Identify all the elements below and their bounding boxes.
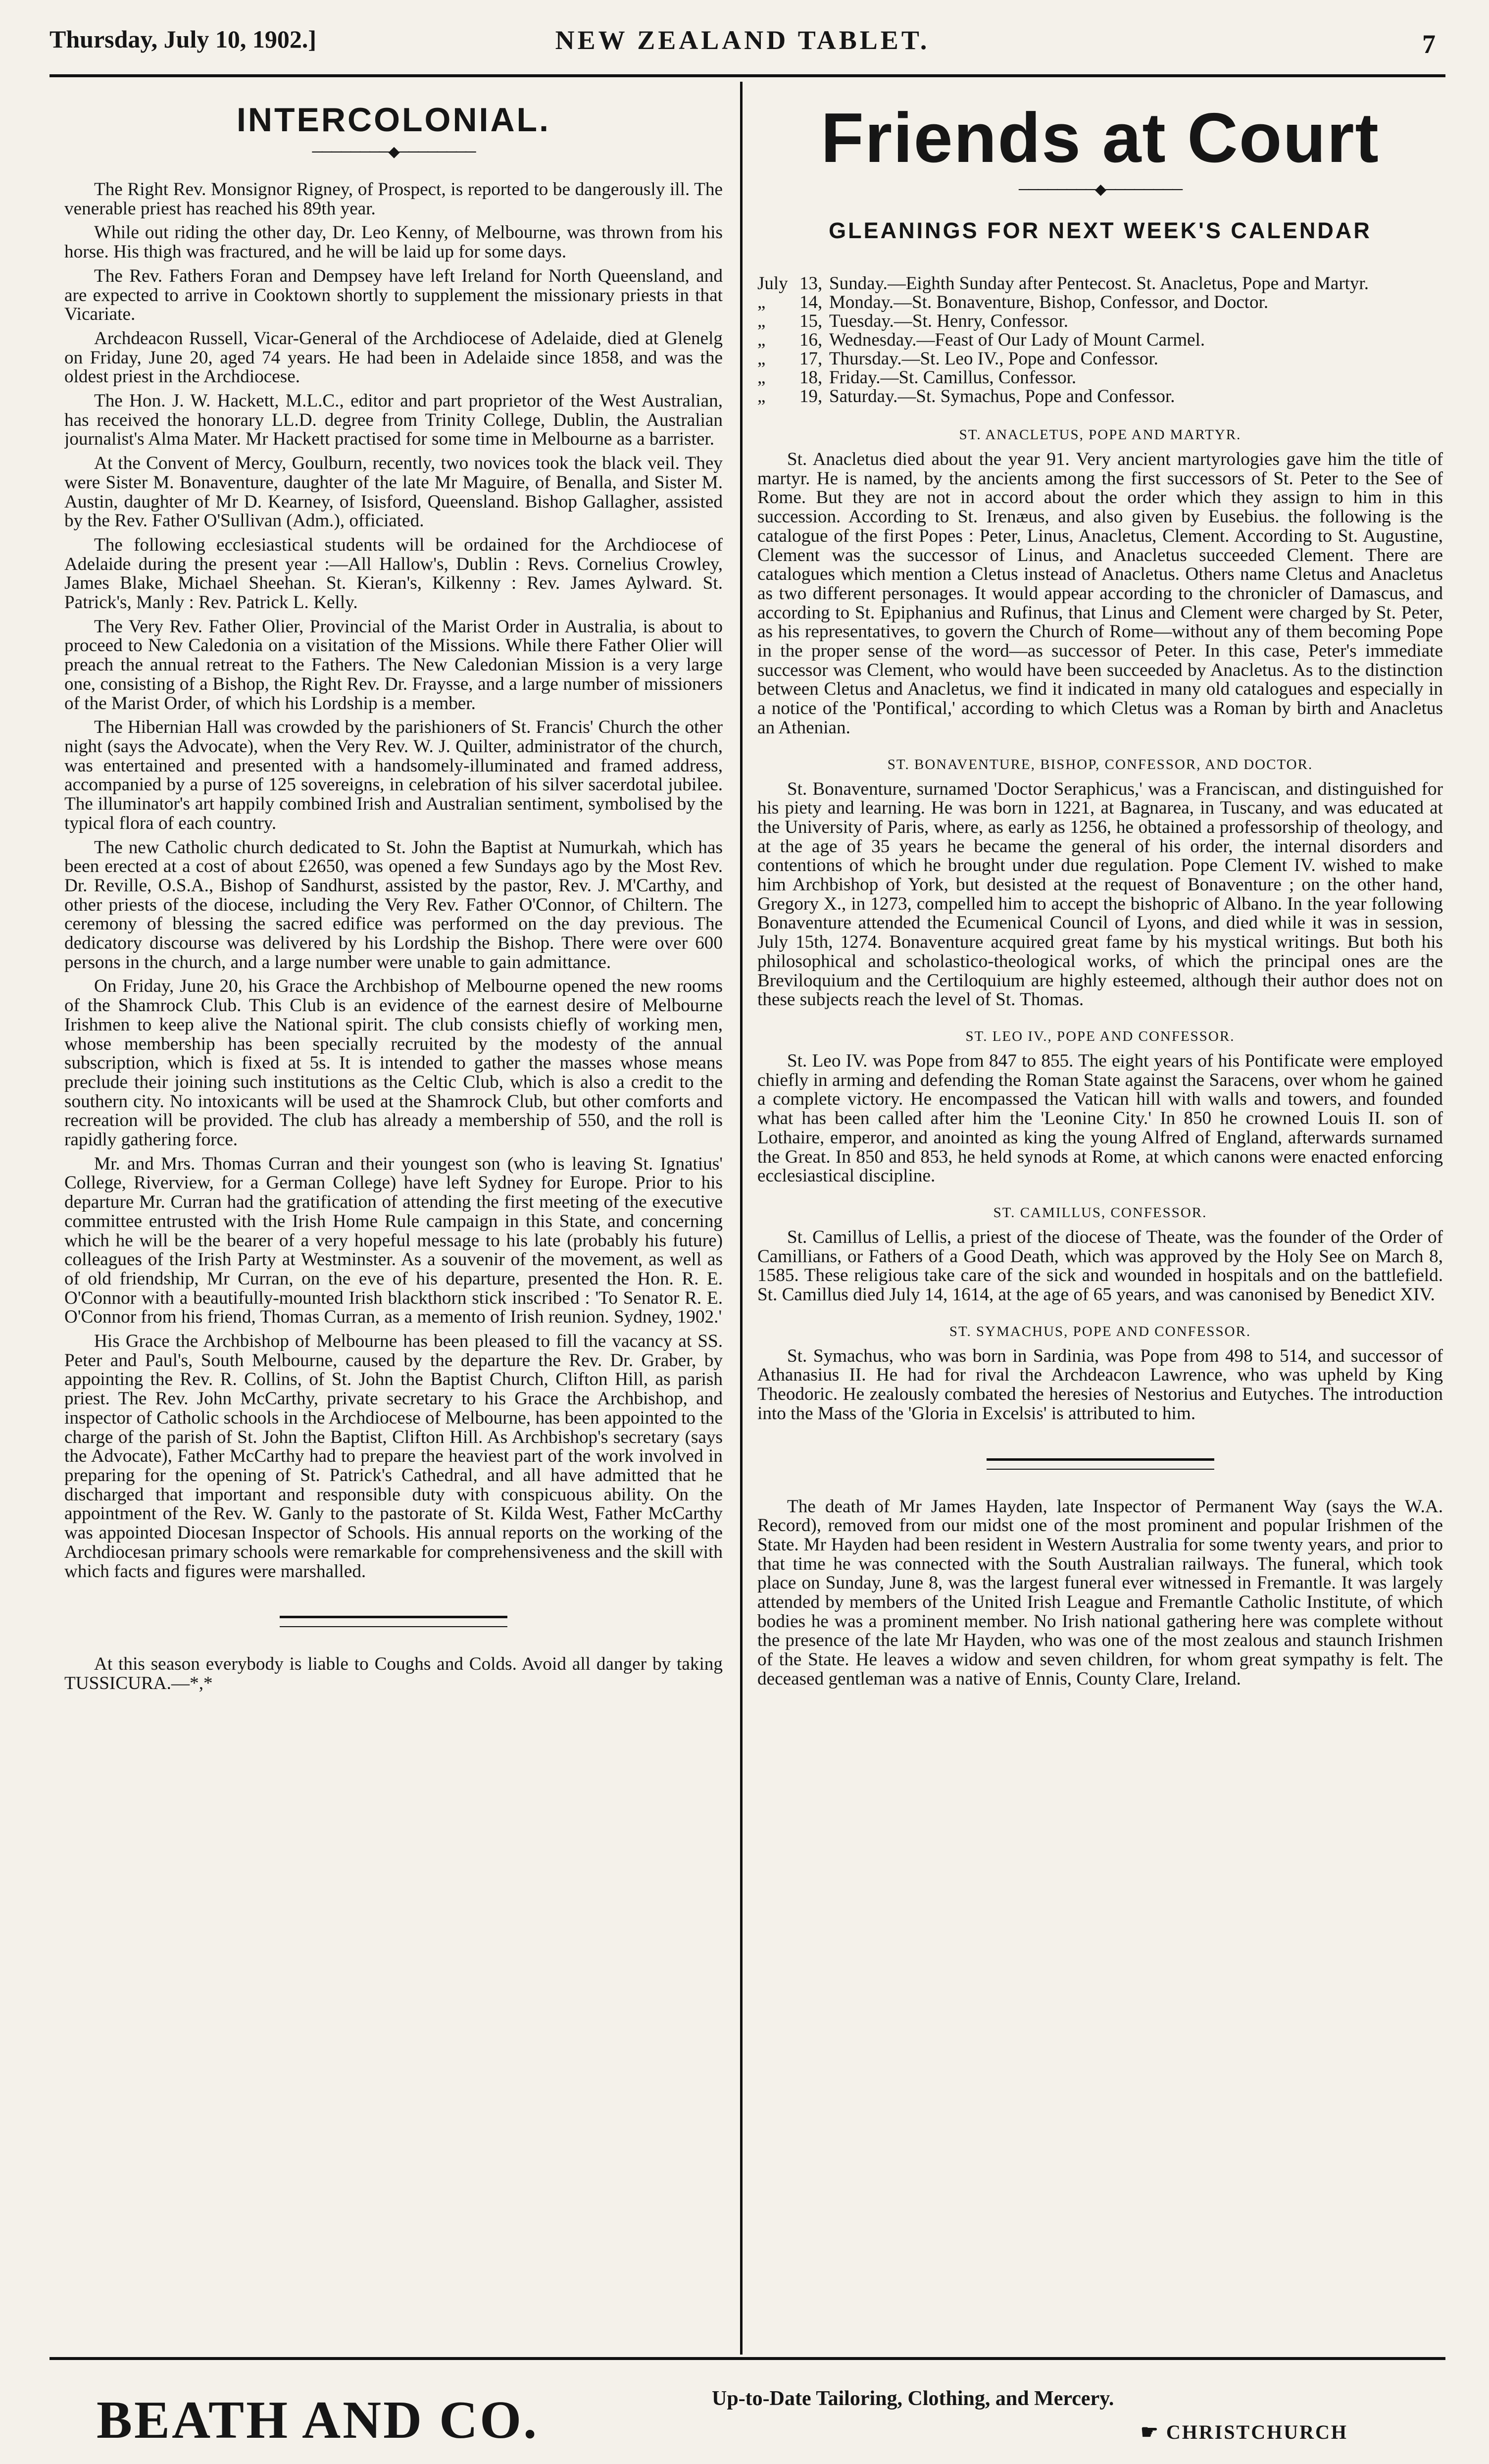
news-item-russell: Archdeacon Russell, Vicar-General of the Archdiocese of Adelaide, died at Glenelg on Friday, June 20, aged 74 years. He had been in Adelaide since 1858, and was the oldest priest in the Archdiocese.: [64, 328, 723, 387]
calendar-day: 15,: [799, 311, 823, 331]
news-item-melbourne-appointments: His Grace the Archbishop of Melbourne has been pleased to fill the vacancy at SS. Peter and Paul's, South Melbourne, caused by the departure the Rev. Dr. Graber, by appointing the Rev. R. Collins, of St. John the Baptist Church, Clifton Hill, as parish priest. The Rev. John McCarthy, private secretary to his Grace the Archbishop, and inspector of Catholic schools in the Archdiocese of Melbourne, has been appointed to the charge of the parish of St. John the Baptist, Clifton Hill. As Archbishop's secretary (says the Advocate), Father McCarthy had to prepare the heaviest part of the work involved in preparing for the opening of St. Patrick's Cathedral, and all have admitted that he discharged that important and responsible duty with conspicuous ability. On the appointment of the Rev. W. Ganly to the pastorate of St. Kilda West, Father McCarthy was appointed Diocesan Inspector of Schools. His annual reports on the working of the Archdiocesan primary schools were remarkable for comprehensiveness and the skill with which facts and figures were marshalled.: [64, 1331, 723, 1582]
entry-heading-symachus: ST. SYMACHUS, POPE AND CONFESSOR.: [949, 1323, 1251, 1339]
footer-rule: [50, 2357, 1445, 2360]
column-divider: [740, 82, 743, 2355]
calendar-list: [757, 274, 1443, 406]
friends-at-court-title: Friends at Court: [821, 99, 1380, 177]
calendar-day: 18,: [799, 367, 823, 388]
entry-body-camillus: St. Camillus of Lellis, a priest of the diocese of Theate, was the founder of the Order of Camillians, or Fathers of a Good Death, which was approved by the Holy See on March 8, 1585. These religious take care of the sick and wounded in hospitals and on the battlefield. St. Camillus died July 14, 1614, at the age of 65 years, and was canonised by Benedict XIV.: [757, 1227, 1443, 1305]
advert-tagline: Up-to-Date Tailoring, Clothing, and Mercery.: [712, 2387, 1114, 2410]
calendar-text: Sunday.—Eighth Sunday after Pentecost. St. Anacletus, Pope and Martyr.: [829, 273, 1369, 294]
calendar-day: 14,: [799, 292, 823, 312]
news-item-foran-dempsey: The Rev. Fathers Foran and Dempsey have left Ireland for North Queensland, and are expected to arrive in Cooktown shortly to supplement the missionary priests in that Vicariate.: [64, 265, 723, 325]
entry-heading-bonaventure: ST. BONAVENTURE, BISHOP, CONFESSOR, AND DOCTOR.: [887, 756, 1313, 772]
hayden-obituary: The death of Mr James Hayden, late Inspector of Permanent Way (says the W.A. Record), removed from our midst one of the most prominent and popular Irishmen of the State. Mr Hayden had been resident in Western Australia for some twenty years, and prior to that time he was connected with the South Australian railways. The funeral, which took place on Sunday, June 8, was the largest funeral ever witnessed in Fremantle. It was largely attended by members of the United Irish League and Fremantle Catholic Institute, of which bodies he was a prominent member. No Irish national gathering here was complete without the presence of the late Mr Hayden, who was one of the most zealous and staunch Irishmen of the State. He leaves a widow and seven children, for whom great sympathy is felt. The deceased gentleman was a native of Ennis, County Clare, Ireland.: [757, 1496, 1443, 1689]
calendar-text: Saturday.—St. Symachus, Pope and Confessor.: [829, 386, 1175, 407]
news-item-rigney: The Right Rev. Monsignor Rigney, of Prospect, is reported to be dangerously ill. The venerable priest has reached his 89th year.: [64, 179, 723, 219]
calendar-subtitle: GLEANINGS FOR NEXT WEEK'S CALENDAR: [829, 218, 1372, 243]
entry-heading-leo: ST. LEO IV., POPE AND CONFESSOR.: [965, 1028, 1235, 1044]
calendar-month: July: [757, 273, 788, 294]
tussicura-advert: At this season everybody is liable to Coughs and Colds. Avoid all danger by taking TUSSICURA.—*,*: [64, 1654, 723, 1694]
advert-bar: [50, 2372, 1445, 2451]
news-item-numurkah-church: The new Catholic church dedicated to St. John the Baptist at Numurkah, which has been erected at a cost of about £2650, was opened a few Sundays ago by the Most Rev. Dr. Reville, O.S.A., Bishop of Sandhurst, assisted by the pastor, Rev. J. M'Carthy, and other priests of the diocese, including the Very Rev. Father O'Connor, of Chiltern. The ceremony of blessing the sacred edifice was performed on the day previous. The dedicatory discourse was delivered by his Lordship the Bishop. There were over 600 persons in the church, and a large number were unable to gain admittance.: [64, 837, 723, 973]
calendar-month: „: [757, 349, 766, 369]
calendar-row: [757, 350, 1443, 368]
calendar-row: [757, 368, 1443, 387]
calendar-month: „: [757, 292, 766, 312]
calendar-month: „: [757, 367, 766, 388]
entry-body-leo: St. Leo IV. was Pope from 847 to 855. The eight years of his Pontificate were employed chiefly in arming and defending the Roman State against the Saracens, over whom he gained a complete victory. He encompassed the Vatican hill with walls and towers, and founded what has been called after him the 'Leonine City.' In 850 he crowned Louis II. son of Lothaire, emperor, and anointed as king the young Alfred of England, afterwards surnamed the Great. In 850 and 853, he held synods at Rome, at which canons were enacted enforcing ecclesiastical discipline.: [757, 1050, 1443, 1186]
double-rule: [987, 1458, 1214, 1470]
entry-body-anacletus: St. Anacletus died about the year 91. Very ancient martyrologies gave him the title of martyr. He is named, by the ancients among the first successors of St. Peter to the See of Rome. But they are not in accord about the order which they assign to him in this succession. According to St. Irenæus, and also given by Eusebius. the following is the catalogue of the first Popes : Peter, Linus, Anacletus, Clement. According to St. Augustine, Clement was the successor of Linus, and Anacletus succeeded Clement. There are catalogues which mention a Cletus instead of Anacletus. Others name Cletus and Anacletus as two different personages. It would appear according to the chronicler of Damascus, and according to St. Epiphanius and Rufinus, that Linus and Clement were charged by St. Peter, as his representatives, to govern the Church of Rome—without any of them becoming Pope in the proper sense of the word—as successor of Peter. In this case, Peter's immediate successor was Clement, who would have been succeeded by Anacletus. As to the distinction between Cletus and Anacletus, we find it indicated in many old catalogues and especially in a notice of the 'Pontifical,' according to which Cletus was a Roman by birth and Anacletus an Athenian.: [757, 449, 1443, 738]
intercolonial-title: INTERCOLONIAL.: [237, 101, 550, 139]
news-item-hackett: The Hon. J. W. Hackett, M.L.C., editor and part proprietor of the West Australian, has received the honorary LL.D. degree from Trinity College, Dublin, the Australian journalist's Alma Mater. Mr Hackett practised for some time in Melbourne as a barrister.: [64, 391, 723, 450]
masthead-rule: [50, 74, 1445, 77]
masthead: [50, 20, 1436, 69]
calendar-text: Thursday.—St. Leo IV., Pope and Confessor.: [829, 349, 1158, 369]
news-item-kenny: While out riding the other day, Dr. Leo Kenny, of Melbourne, was thrown from his horse. His thigh was fractured, and he will be laid up for some days.: [64, 222, 723, 262]
news-item-curran: Mr. and Mrs. Thomas Curran and their youngest son (who is leaving St. Ignatius' College, Riverview, for a German College) have left Sydney for Europe. Prior to his departure Mr. Curran had the gratification of attending the first meeting of the executive committee entrusted with the Irish Home Rule campaign in this State, and concerning which he will be the bearer of a very hopeful message to his late (probably his future) colleagues of the Irish Party at Westminster. As a souvenir of the movement, as well as of old friendship, Mr Curran, on the eve of his departure, presented the Hon. R. E. O'Connor with a beautifully-mounted Irish blackthorn stick inscribed : 'To Senator R. E. O'Connor from his friend, Thomas Curran, as a memento of Irish reunion. Sydney, 1902.': [64, 1153, 723, 1328]
intercolonial-column: [64, 82, 723, 2332]
entry-body-symachus: St. Symachus, who was born in Sardinia, was Pope from 498 to 514, and successor of Athanasius II. He had for rival the Archdeacon Lawrence, who was upheld by King Theodoric. He zealously combated the heresies of Nestorius and Eutyches. The introduction into the Mass of the 'Gloria in Excelsis' is attributed to him.: [757, 1345, 1443, 1424]
entry-heading-camillus: ST. CAMILLUS, CONFESSOR.: [993, 1204, 1207, 1221]
news-item-shamrock-club: On Friday, June 20, his Grace the Archbishop of Melbourne opened the new rooms of the Shamrock Club. This Club is an evidence of the earnest desire of Melbourne Irishmen to keep alive the National spirit. The club consists chiefly of working men, whose membership has been specially recruited by the modesty of the annual subscription, which is fixed at 5s. It is intended to gather the masses whose means preclude their joining such institutions as the Celtic Club, which is also a credit to the southern city. No intoxicants will be used at the Shamrock Club, but other comforts and recreation will be provided. The club has already a membership of 550, and the roll is rapidly gathering force.: [64, 976, 723, 1150]
news-item-hibernian-hall: The Hibernian Hall was crowded by the parishioners of St. Francis' Church the other night (says the Advocate), when the Very Rev. W. J. Quilter, administrator of the church, was entertained and presented with a handsomely-illuminated and framed address, accompanied by a purse of 125 sovereigns, in celebration of his silver sacerdotal jubilee. The illuminator's art happily combined Irish and Australian sentiment, symbolised by the typical flora of each country.: [64, 717, 723, 833]
paper-name: NEW ZEALAND TABLET.: [555, 25, 930, 55]
friends-at-court-column: [757, 82, 1443, 2332]
calendar-day: 19,: [799, 386, 823, 407]
calendar-text: Monday.—St. Bonaventure, Bishop, Confessor, and Doctor.: [829, 292, 1269, 312]
calendar-row: [757, 331, 1443, 350]
entry-heading-anacletus: ST. ANACLETUS, POPE AND MARTYR.: [959, 427, 1241, 443]
news-item-goulburn-convent: At the Convent of Mercy, Goulburn, recently, two novices took the black veil. They were Sister M. Bonaventure, daughter of the late Mr Maguire, of Benalla, and Sister M. Austin, daughter of Mr D. Kearney, of Isisford, Queensland. Bishop Gallagher, assisted by the Rev. Father O'Sullivan (Adm.), officiated.: [64, 453, 723, 531]
advert-city: ☛ CHRISTCHURCH: [1141, 2421, 1348, 2443]
calendar-month: „: [757, 330, 766, 350]
calendar-day: 17,: [799, 349, 823, 369]
calendar-row: [757, 293, 1443, 312]
calendar-text: Wednesday.—Feast of Our Lady of Mount Carmel.: [829, 330, 1205, 350]
double-rule: [280, 1616, 507, 1627]
calendar-text: Friday.—St. Camillus, Confessor.: [829, 367, 1077, 388]
calendar-row: [757, 387, 1443, 406]
ornament-divider: ────────◆────────: [1018, 181, 1182, 198]
calendar-text: Tuesday.—St. Henry, Confessor.: [829, 311, 1069, 331]
ornament-divider: ────────◆────────: [312, 144, 475, 160]
advert-brand: BEATH AND CO.: [97, 2391, 539, 2450]
issue-date: Thursday, July 10, 1902.]: [50, 25, 317, 53]
calendar-day: 13,: [799, 273, 823, 294]
page-number: 7: [1422, 29, 1436, 59]
news-item-ordinations: The following ecclesiastical students will be ordained for the Archdiocese of Adelaide during the present year :—All Hallow's, Dublin : Revs. Cornelius Crowley, James Blake, Michael Sheehan. St. Kieran's, Kilkenny : Rev. James Aylward. St. Patrick's, Manly : Rev. Patrick L. Kelly.: [64, 534, 723, 613]
calendar-month: „: [757, 386, 766, 407]
calendar-row: [757, 274, 1443, 293]
calendar-month: „: [757, 311, 766, 331]
news-item-olier: The Very Rev. Father Olier, Provincial of the Marist Order in Australia, is about to proceed to New Caledonia on a visitation of the Missions. While there Father Olier will preach the annual retreat to the Fathers. The New Caledonian Mission is a very large one, consisting of a Bishop, the Right Rev. Dr. Fraysse, and a large number of missioners of the Marist Order, of which his Lordship is a member.: [64, 616, 723, 714]
entry-body-bonaventure: St. Bonaventure, surnamed 'Doctor Seraphicus,' was a Franciscan, and distinguished for his piety and learning. He was born in 1221, at Bagnarea, in Tuscany, and was educated at the University of Paris, where, as early as 1256, he obtained a professorship of theology, and at the age of 35 years he became the general of his order, the internal disorders and contentions of which he brought under due regulation. Pope Clement IV. wished to make him Archbishop of York, but desisted at the request of Bonaventure ; on the other hand, Gregory X., in 1273, compelled him to accept the bishopric of Albano. In the year following Bonaventure attended the Ecumenical Council of Lyons, and died while it was in session, July 15th, 1274. Bonaventure acquired great fame by his mystical writings. But both his philosophical and scholastico-theological works, of which the principal ones are the Breviloquium and the Certiloquium are highly esteemed, although their author does not on these subjects reach the level of St. Thomas.: [757, 778, 1443, 1010]
calendar-row: [757, 312, 1443, 331]
calendar-day: 16,: [799, 330, 823, 350]
